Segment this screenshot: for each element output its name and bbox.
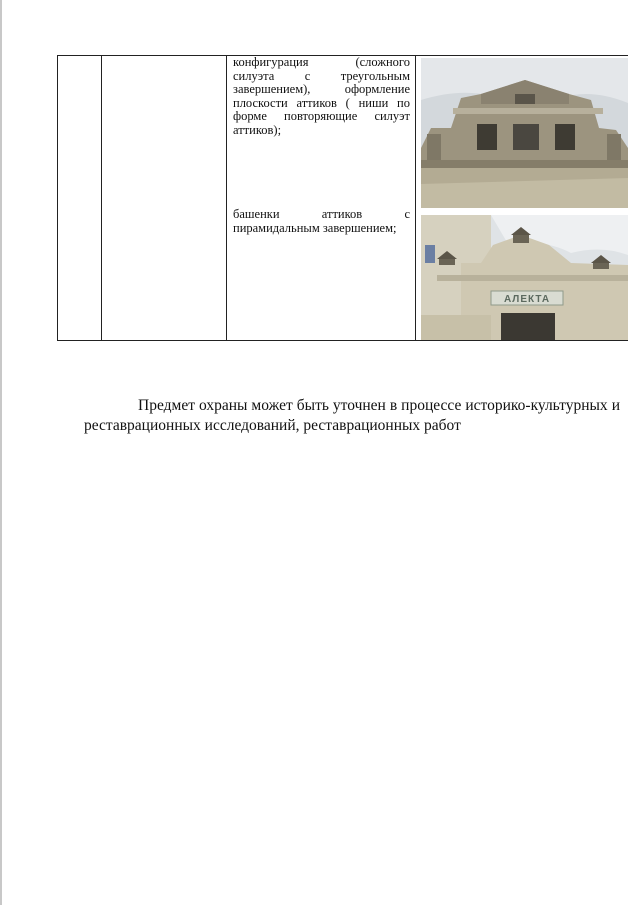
attic-turrets-photo [421,215,628,340]
table-col-rule-2 [101,55,102,341]
attic-configuration-text: конфигурация (сложного силуэта с треугольным завершением), оформление плоскости аттиков ( ниши по форме повторяющие силуэт аттиков); [233,55,410,137]
attic-turrets-text: башенки аттиков с пирамидальным завершением; [233,207,410,235]
attic-facade-photo [421,58,628,208]
protection-note: Предмет охраны может быть уточнен в процессе историко-культурных и реставрационных исследований, реставрационных работ [84,397,620,434]
table-col-rule-4 [415,55,416,341]
table-col-rule-1 [57,55,58,341]
page-edge [0,0,2,905]
turrets-image [421,215,628,340]
table-bottom-rule [57,340,628,341]
facade-image [421,58,628,208]
table-col-rule-3 [226,55,227,341]
sign-text: АЛЕКТА [503,294,551,305]
protection-subject-table [57,55,628,341]
